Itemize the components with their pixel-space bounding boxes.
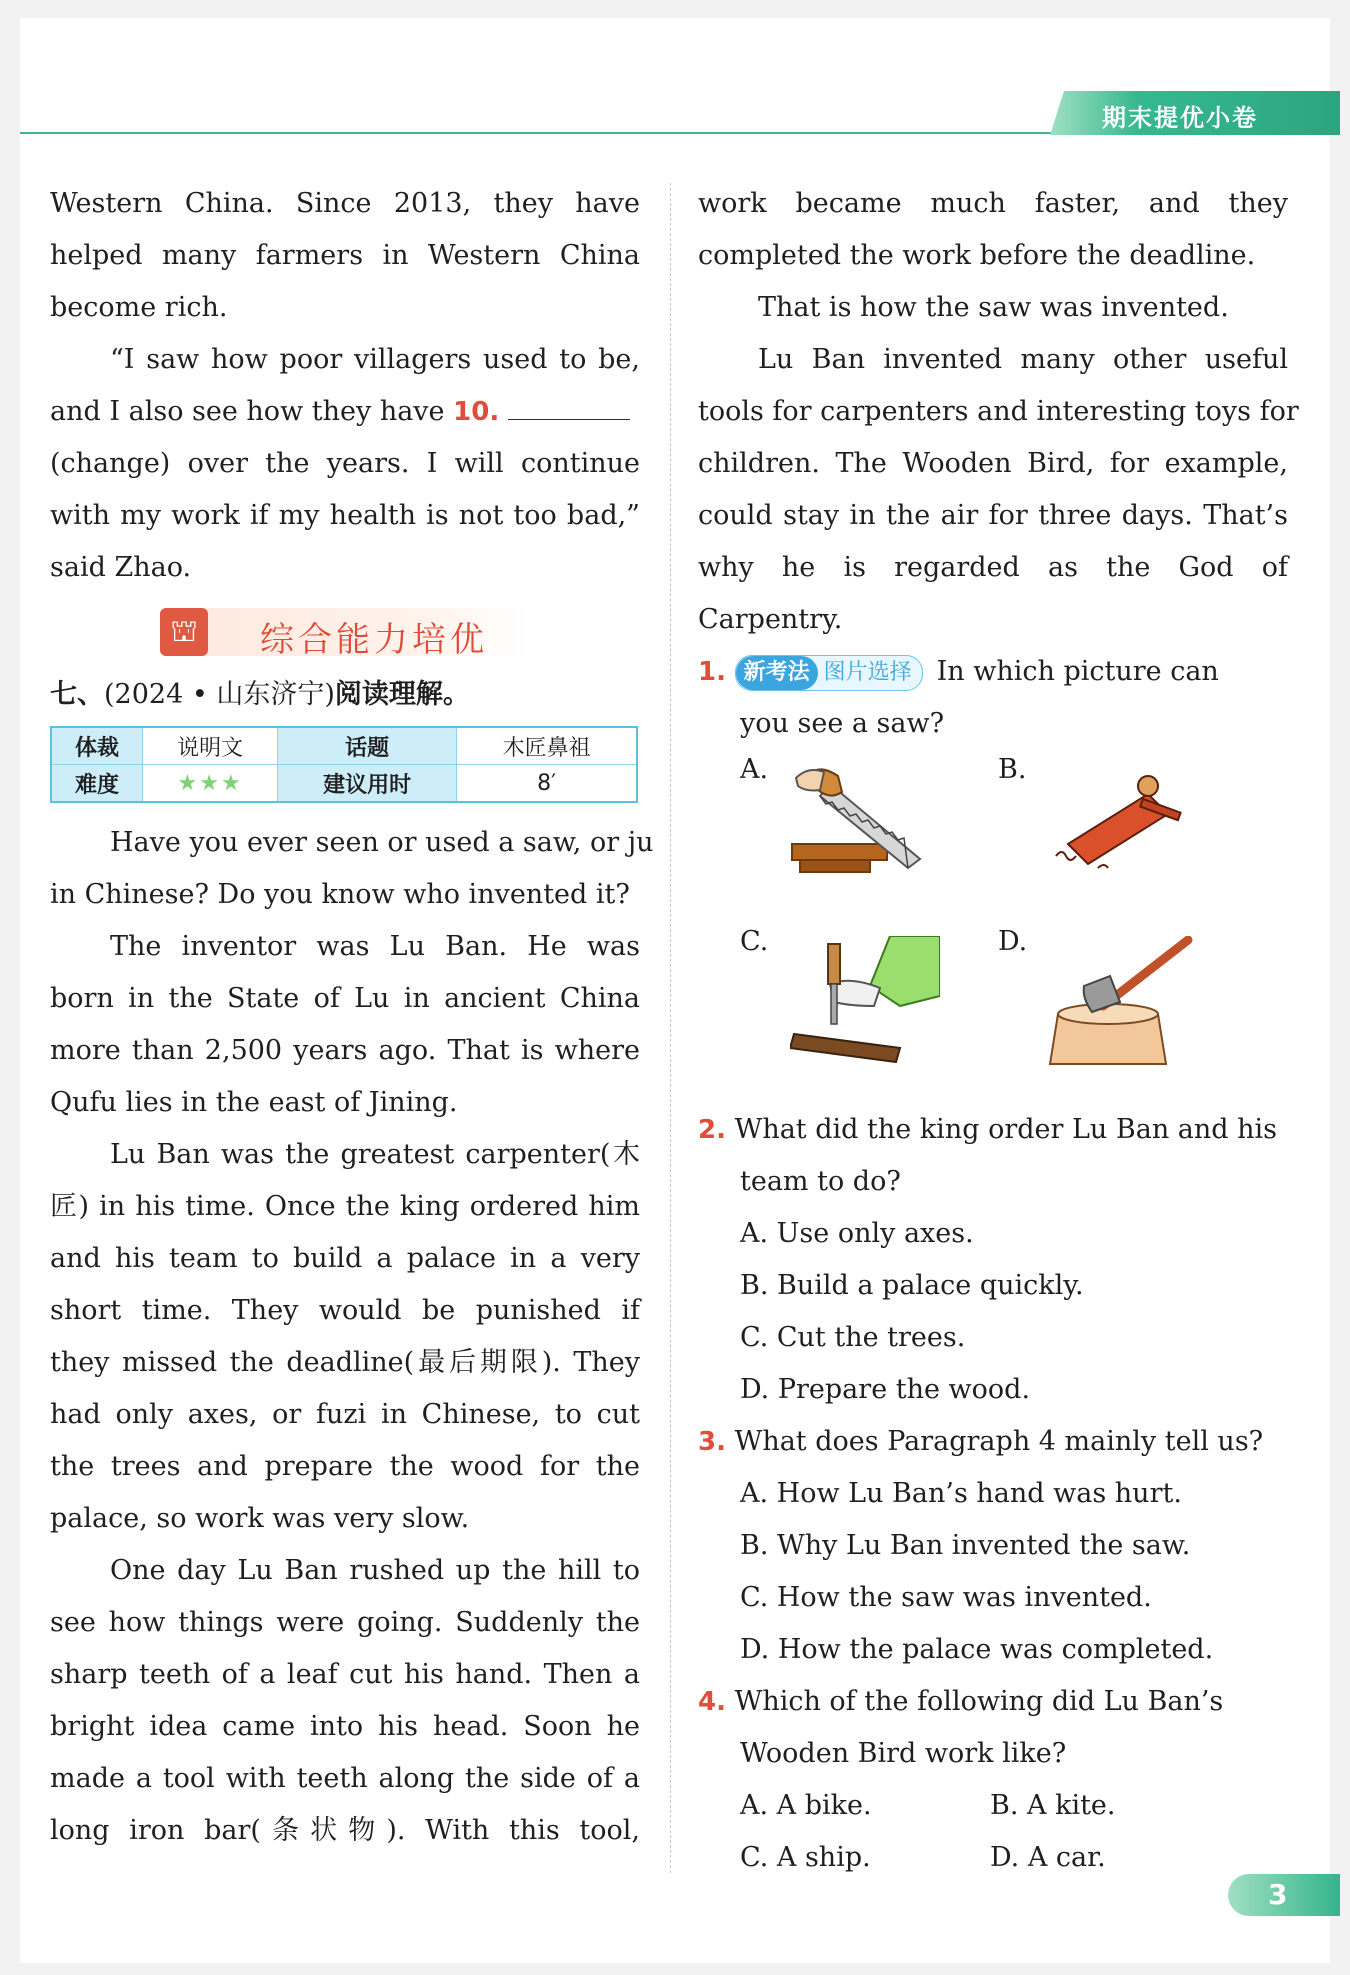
blank-number: 10.	[453, 397, 500, 427]
option-b[interactable]: B. Why Lu Ban invented the saw.	[740, 1530, 1191, 1561]
text-line: short time. They would be punished if	[50, 1295, 640, 1326]
book-icon: ⛫	[160, 608, 208, 656]
time-label: 建议用时	[278, 765, 457, 803]
text-line: That is how the saw was invented.	[758, 292, 1229, 323]
text-line: sharp teeth of a leaf cut his hand. Then a	[50, 1659, 640, 1690]
option-b[interactable]: B. Build a palace quickly.	[740, 1270, 1084, 1301]
header-title: 期末提优小卷	[1102, 104, 1258, 132]
option-a[interactable]: A. A bike.	[740, 1790, 872, 1821]
page-number-badge	[1228, 1874, 1340, 1916]
text-line: see how things were going. Suddenly the	[50, 1607, 640, 1638]
banner-title: 综合能力培优	[260, 620, 488, 660]
picture-options	[698, 754, 1288, 1094]
text-line: Carpentry.	[698, 604, 843, 635]
topic-label: 话题	[278, 727, 457, 765]
question-number: 3.	[698, 1427, 726, 1457]
text-line: born in the State of Lu in ancient China	[50, 983, 640, 1014]
text-line: made a tool with teeth along the side of a	[50, 1763, 640, 1794]
text-line: could stay in the air for three days. That’s	[698, 500, 1288, 531]
chisel-icon	[790, 936, 940, 1066]
option-b[interactable]: B. A kite.	[990, 1790, 1116, 1821]
option-c[interactable]: C. A ship.	[740, 1842, 871, 1873]
question-number: 2.	[698, 1115, 726, 1145]
text-line: in Chinese? Do you know who invented it?	[50, 879, 630, 910]
text-line: One day Lu Ban rushed up the hill to	[110, 1555, 640, 1586]
text-line: long iron bar(条状物). With this tool,	[50, 1815, 640, 1846]
saw-icon	[790, 764, 930, 884]
option-d[interactable]: D. Prepare the wood.	[740, 1374, 1031, 1405]
question-text: team to do?	[740, 1166, 901, 1197]
question-number: 1.	[698, 657, 726, 687]
page-number: 3	[1268, 1878, 1288, 1911]
text-line: work became much faster, and they	[698, 188, 1288, 219]
answer-blank[interactable]	[508, 393, 630, 420]
text-line: children. The Wooden Bird, for example,	[698, 448, 1288, 479]
question-2	[698, 1104, 1288, 1156]
question-1	[698, 646, 1288, 698]
text-line: and his team to build a palace in a very	[50, 1243, 640, 1274]
text-line: The inventor was Lu Ban. He was	[110, 931, 640, 962]
option-b-plane[interactable]: B.	[998, 754, 1238, 924]
text-line: completed the work before the deadline.	[698, 240, 1256, 271]
difficulty-label: 难度	[51, 765, 143, 803]
page	[20, 18, 1330, 1963]
text-line: bright idea came into his head. Soon he	[50, 1711, 640, 1742]
text-line: why he is regarded as the God of	[698, 552, 1288, 583]
option-d[interactable]: D. How the palace was completed.	[740, 1634, 1214, 1665]
text-line: they missed the deadline(最后期限). They	[50, 1347, 640, 1378]
text-line: Have you ever seen or used a saw, or ju	[110, 827, 654, 858]
option-row	[698, 1780, 1288, 1832]
text-line: helped many farmers in Western China	[50, 240, 640, 271]
genre-label: 体裁	[51, 727, 143, 765]
column-divider	[670, 183, 671, 1873]
text-line: “I saw how poor villagers used to be,	[110, 344, 640, 375]
text-line: Western China. Since 2013, they have	[50, 188, 640, 219]
text-fragment: and I also see how they have	[50, 396, 445, 427]
question-text: you see a saw?	[740, 708, 945, 739]
plane-icon	[1048, 764, 1198, 884]
option-c-chisel[interactable]: C.	[740, 926, 980, 1096]
text-line: Lu Ban was the greatest carpenter(木	[110, 1139, 640, 1170]
text-line: more than 2,500 years ago. That is where	[50, 1035, 640, 1066]
text-line: had only axes, or fuzi in Chinese, to cut	[50, 1399, 640, 1430]
text-line: said Zhao.	[50, 552, 192, 583]
question-3	[698, 1416, 1288, 1468]
genre-value: 说明文	[143, 727, 278, 765]
text-line: the trees and prepare the wood for the	[50, 1451, 640, 1482]
text-line: Qufu lies in the east of Jining.	[50, 1087, 458, 1118]
question-text: What did the king order Lu Ban and his	[734, 1114, 1278, 1145]
option-a[interactable]: A. Use only axes.	[740, 1218, 974, 1249]
section-banner	[50, 600, 640, 666]
section-heading: 七、(2024 • 山东济宁)阅读理解。	[50, 679, 470, 710]
question-number: 4.	[698, 1687, 726, 1717]
blank-line	[50, 386, 640, 438]
text-line: tools for carpenters and interesting toys for	[698, 396, 1299, 427]
text-line: with my work if my health is not too bad,”	[50, 500, 640, 531]
info-table	[50, 726, 638, 803]
text-line: Lu Ban invented many other useful	[758, 344, 1288, 375]
time-value: 8′	[457, 765, 637, 803]
difficulty-stars: ★★★	[143, 765, 278, 803]
axe-icon	[1048, 936, 1198, 1066]
text-line: become rich.	[50, 292, 228, 323]
option-a-saw[interactable]: A.	[740, 754, 980, 924]
option-d-axe[interactable]: D.	[998, 926, 1238, 1096]
question-text: In which picture can	[936, 656, 1219, 687]
text-line: (change) over the years. I will continue	[50, 448, 640, 479]
option-c[interactable]: C. Cut the trees.	[740, 1322, 966, 1353]
question-4	[698, 1676, 1288, 1728]
question-text: What does Paragraph 4 mainly tell us?	[734, 1426, 1264, 1457]
option-c[interactable]: C. How the saw was invented.	[740, 1582, 1152, 1613]
question-text: Which of the following did Lu Ban’s	[734, 1686, 1224, 1717]
option-d[interactable]: D. A car.	[990, 1842, 1106, 1873]
option-row	[698, 1832, 1288, 1884]
option-a[interactable]: A. How Lu Ban’s hand was hurt.	[740, 1478, 1182, 1509]
question-text: Wooden Bird work like?	[740, 1738, 1067, 1769]
topic-value: 木匠鼻祖	[457, 727, 637, 765]
text-line: 匠) in his time. Once the king ordered him	[50, 1191, 640, 1222]
question-tag: 新考法 图片选择	[735, 655, 923, 691]
right-column	[698, 178, 1299, 1884]
text-line: palace, so work was very slow.	[50, 1503, 470, 1534]
left-column	[50, 178, 654, 1857]
